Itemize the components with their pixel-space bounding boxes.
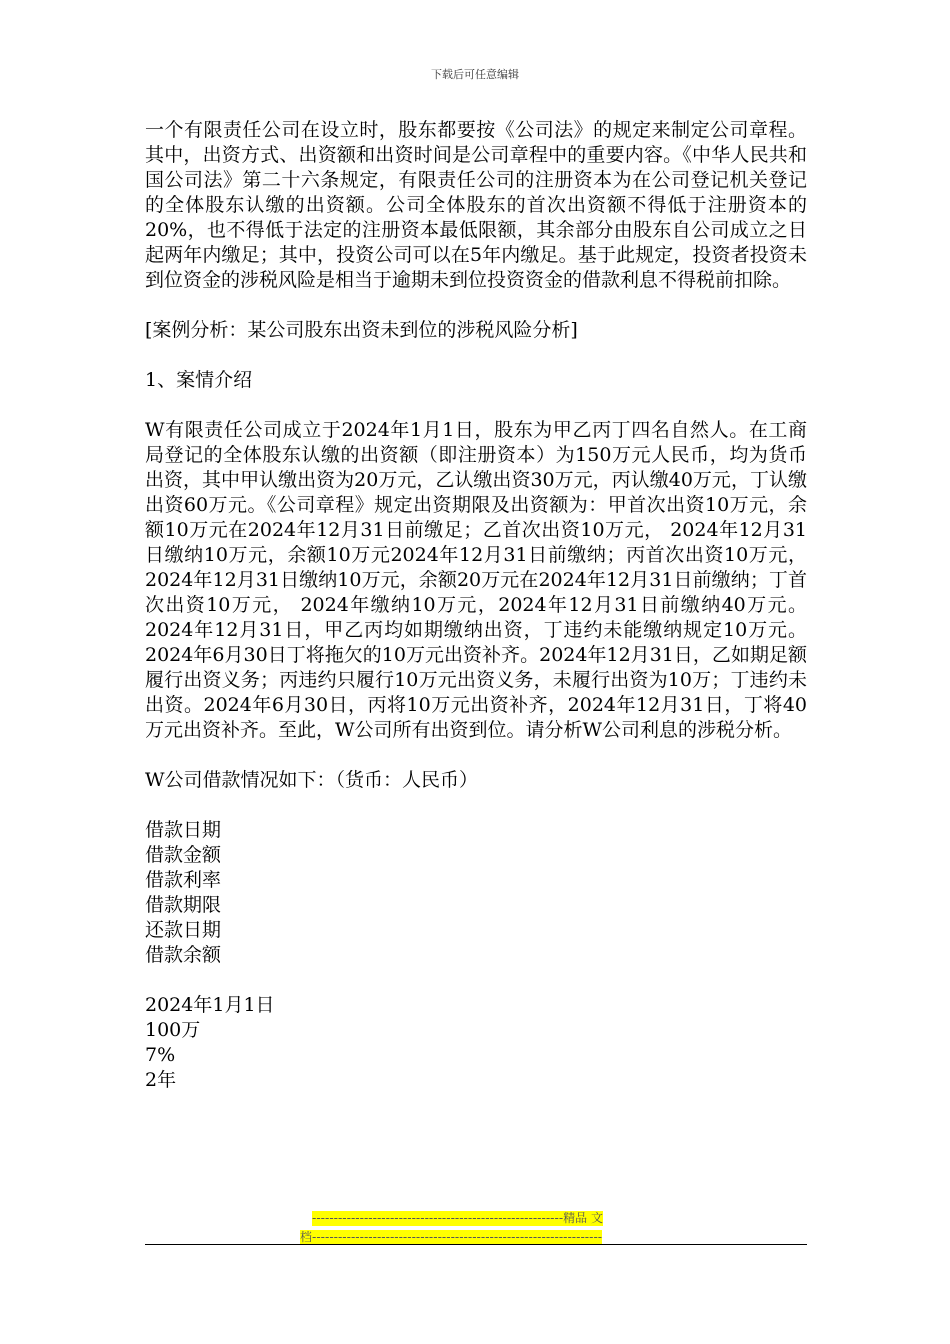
table-value-cell: 2024年1月1日: [145, 994, 275, 1016]
table-value-cell: 7%: [145, 1044, 176, 1066]
table-value-cell: 2年: [145, 1069, 177, 1091]
case-body-paragraph: W有限责任公司成立于2024年1月1日，股东为甲乙丙丁四名自然人。在工商局登记的全体股东认缴的出资额（即注册资本）为150万元人民币，均为货币出资，其中甲认缴出资为20万元，乙认缴出资30万元，丙认缴40万元，丁认缴出资60万元。《公司章程》规定出资期限及出资额为：甲首次出资10万元，余额10万元在2024年12月31日前缴足；乙首次出资10万元， 2024年12月31日缴纳10万元，余额10万元2024年12月31日前缴纳；丙首次出资10万元， 2024年12月31日缴纳10万元，余额20万元在2024年12月31日前缴纳；丁首次出资10万元， 2024年缴纳10万元，2024年12月31日前缴纳40万元。2024年12月31日，甲乙丙均如期缴纳出资，丁违约未能缴纳规定10万元。2024年6月30日丁将拖欠的10万元出资补齐。2024年12月31日，乙如期足额履行出资义务；丙违约只履行10万元出资义务，未履行出资为10万；丁违约未出资。2024年6月30日，丙将10万元出资补齐，2024年12月31日，丁将40万元出资补齐。至此，W公司所有出资到位。请分析W公司利息的涉税分析。: [145, 419, 807, 741]
footer-banner-line2: 档-------------------------------------------------------------------: [300, 1230, 603, 1244]
intro-paragraph: 一个有限责任公司在设立时，股东都要按《公司法》的规定来制定公司章程。其中，出资方式、出资额和出资时间是公司章程中的重要内容。《中华人民共和国公司法》第二十六条规定，有限责任公司的注册资本为在公司登记机关登记的全体股东认缴的出资额。公司全体股东的首次出资额不得低于注册资本的20%，也不得低于法定的注册资本最低限额，其余部分由股东自公司成立之日起两年内缴足；其中，投资公司可以在5年内缴足。基于此规定，投资者投资未到位资金的涉税风险是相当于逾期未到位投资资金的借款利息不得税前扣除。: [145, 119, 807, 291]
page-header-note: 下载后可任意编辑: [431, 68, 519, 81]
table-header-cell: 借款金额: [145, 844, 222, 866]
loan-heading: W公司借款情况如下：（货币：人民币）: [145, 769, 479, 791]
footer-divider: [145, 1244, 807, 1245]
table-header-cell: 借款利率: [145, 869, 222, 891]
table-header-cell: 借款余额: [145, 944, 222, 966]
document-body: [145, 118, 807, 1118]
table-header-cell: 借款期限: [145, 894, 222, 916]
case-title: [案例分析：某公司股东出资未到位的涉税风险分析]: [145, 319, 578, 341]
table-header-cell: 借款日期: [145, 819, 222, 841]
loan-table-headers: [145, 818, 807, 968]
table-value-cell: 100万: [145, 1019, 201, 1041]
section-heading: 1、案情介绍: [145, 369, 253, 391]
footer-banner-line1: ----------------------------------------------------------精品 文: [312, 1211, 603, 1225]
loan-table-values: [145, 993, 807, 1093]
table-header-cell: 还款日期: [145, 919, 222, 941]
